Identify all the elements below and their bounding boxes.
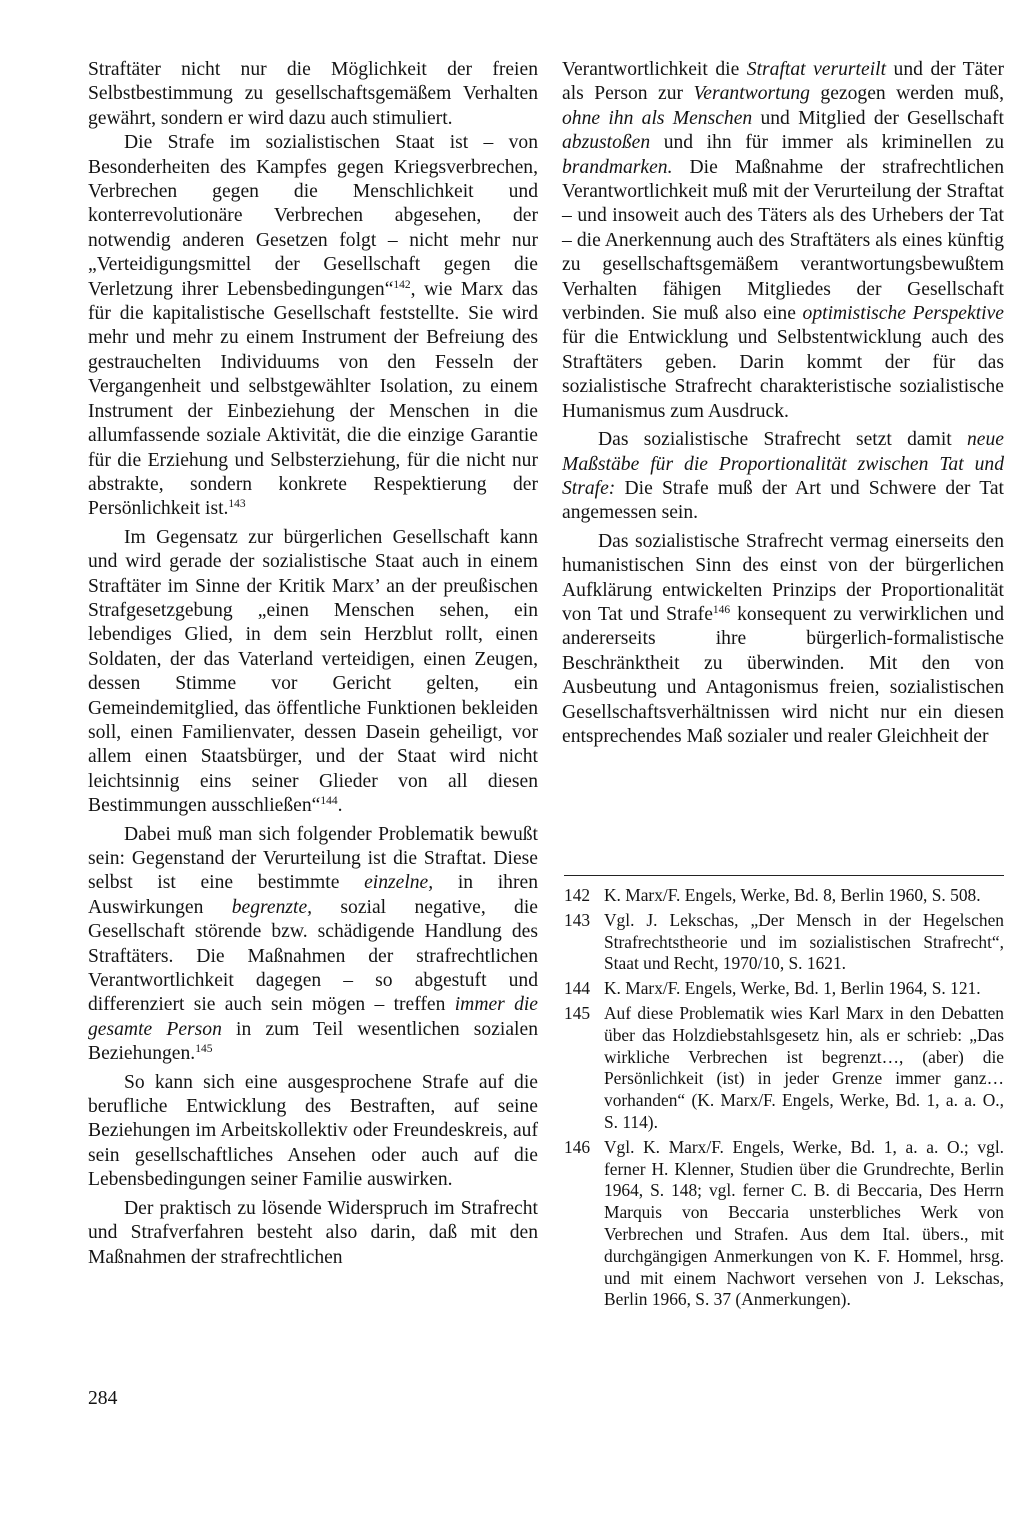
footnote-text: Auf diese Problematik wies Karl Marx in den Debatten über das Holzdiebstahlsgesetz hin, als er schrieb: „Das wirkliche Verbrechen ist begrenzt…, (aber) die Persönlichkeit (ist) in jeder Grenze immer ganz… vorhanden“ (K. Marx/F. Engels, Werke, Bd. 1, a. a. O., S. 114). [604, 1002, 1004, 1132]
footnote-ref[interactable]: 143 [228, 498, 246, 511]
footnote-ref[interactable]: 146 [712, 603, 731, 616]
emphasis: einzelne, [364, 872, 434, 894]
paragraph: Die Strafe im sozialistischen Staat ist – von Besonderheiten des Kampfes gegen Kriegsverbrechen, Verbrechen gegen die Menschlichkeit und konterrevolutionäre Verbrechen abgesehen, der notwendig anderen Gesetzen folgt – nicht mehr nur „Verteidigungsmittel der Gesellschaft gegen die Verletzung ihrer Lebensbedingungen“$^{142}$, wie Marx das für die kapitalistische Gesellschaft feststellte. Sie wird mehr und mehr zu einem Instrument der Befreiung des gestrauchelten Individuums von den Fesseln der Vergangenheit und selbstgewählter Isolation, zu einem Instrument der Einbeziehung der Menschen in die allumfassende soziale Aktivität, die die einzige Garantie für die Erziehung und Selbsterziehung, für die nicht nur abstrakte, sondern konkrete Respektierung der Persönlichkeit ist.$^{143}$ [88, 132, 538, 520]
footnote-text: K. Marx/F. Engels, Werke, Bd. 1, Berlin 1964, S. 121. [604, 978, 981, 999]
footnote [564, 1003, 1004, 1134]
footnote-ref[interactable]: 144 [320, 795, 338, 808]
emphasis: Straftat verurteilt [746, 59, 887, 80]
footnote-divider [564, 875, 1004, 876]
footnote-number: 143 [564, 909, 591, 930]
footnote-text: K. Marx/F. Engels, Werke, Bd. 8, Berlin 1960, S. 508. [604, 885, 981, 905]
footnote-text: Vgl. K. Marx/F. Engels, Werke, Bd. 1, a. a. O.; vgl. ferner H. Klenner, Studien über die Grundrechte, Berlin 1964, S. 148; vgl. ferner C. B. di Beccaria, Des Herrn Marquis von Beccaria unsterbliches Werk von Verbrechen und Strafen. Aus dem Ital. übers., mit durchgängigen Anmerkungen von K. F. Hommel, hrsg. und mit einem Nachwort versehen von J. Lekschas, Berlin 1966, S. 37 (Anmerkungen). [604, 1136, 1004, 1310]
paragraph: Dabei muß man sich folgender Problematik bewußt sein: Gegenstand der Verurteilung ist die Straftat. Diese selbst ist eine bestimmte einzelne, in ihren Auswirkungen begrenzte, sozial negative, die Gesellschaft störende bzw. schädigende Handlung des Straftäters. Die Maßnahmen der strafrechtlichen Verantwortlichkeit dagegen – so abgestuft und differenziert sie auch sein mögen – treffen immer die gesamte Person in zum Teil wesentlichen sozialen Beziehungen.$^{145}$ [88, 823, 539, 1065]
emphasis: Verantwortung [693, 83, 810, 105]
paragraph: Das sozialistische Strafrecht vermag einerseits den humanistischen Sinn des einst von der bürgerlichen Aufklärung entwickelten Prinzips der Proportionalität von Tat und Strafe$^{146}$ konsequent zu verwirklichen und andererseits ihre bürgerlich-formalistische Beschränktheit zu überwinden. Mit den von Ausbeutung und Antagonismus freien, sozialistischen Gesellschaftsverhältnissen wird nicht nur ein diesen entsprechendes Maß sozialer und realer Gleichheit der [562, 530, 1004, 747]
footnote-ref[interactable]: 145 [195, 1043, 213, 1056]
footnote-number: 144 [564, 978, 591, 999]
footnote-text: Vgl. J. Lekschas, „Der Mensch in der Hegelschen Strafrechtstheorie und im sozialistischen Strafrecht“, Staat und Recht, 1970/10, S. 1621. [604, 909, 1004, 974]
emphasis: immer die gesamte Person [88, 994, 539, 1040]
footnote-ref[interactable]: 142 [393, 278, 411, 291]
paragraph: Verantwortlichkeit die Straftat verurteilt und der Täter als Person zur Verantwortung gezogen werden muß, ohne ihn als Menschen und Mitglied der Gesellschaft abzustoßen und ihn für immer als kriminellen zu brandmarken. Die Maßnahme der strafrechtlichen Verantwortlichkeit muß mit der Verurteilung der Straftat – und insoweit auch des Täters als des Urhebers der Tat – die Anerkennung auch des Straftäters als eines künftig zu gesellschaftsgemäßem verantwortungsbewußtem Verhalten fähigen Mitgliedes der Gesellschaft verbinden. Sie muß also eine optimistische Perspektive für die Entwicklung und Selbstentwicklung auch des Straftäters geben. Darin kommt der für das sozialistische Strafrecht charakteristische sozialistische Humanismus zum Ausdruck. [562, 59, 1004, 422]
emphasis: neue Maßstäbe für die Proportionalität zwischen Tat und Strafe: [562, 429, 1004, 499]
footnote [564, 910, 1004, 975]
footnote-number: 142 [564, 885, 591, 905]
footnote [564, 978, 1004, 1000]
footnotes [564, 885, 1004, 1314]
paragraph: Der praktisch zu lösende Widerspruch im Strafrecht und Strafverfahren besteht also darin, daß mit den Maßnahmen der strafrechtlichen [88, 1197, 538, 1268]
left-column [88, 58, 538, 1270]
emphasis: abzustoßen [562, 132, 651, 154]
right-column [562, 58, 1004, 749]
footnote [564, 1137, 1004, 1311]
emphasis: ohne ihn als Menschen [562, 107, 753, 129]
footnote-number: 145 [564, 1002, 591, 1023]
paragraph: Das sozialistische Strafrecht setzt damit neue Maßstäbe für die Proportionalität zwischen Tat und Strafe: Die Strafe muß der Art und Schwere der Tat angemessen sein. [562, 429, 1004, 524]
footnote-number: 146 [564, 1136, 591, 1157]
emphasis: begrenzte, [231, 896, 313, 918]
page-number: 284 [88, 1388, 118, 1409]
paragraph: Im Gegensatz zur bürgerlichen Gesellschaft kann und wird gerade der sozialistische Staat auch in einem Straftäter im Sinne der Kritik Marx’ an der preußischen Strafgesetzgebung „einen Menschen sehen, ein lebendiges Glied, in dem sein Herzblut rollt, einen Soldaten, der das Vaterland verteidigen, einen Zeugen, dessen Stimme vor Gericht gelten, ein Gemeindemitglied, das öffentliche Funktionen bekleiden soll, einen Familienvater, dessen Dasein geheiligt, vor allem einen Staatsbürger, und der Staat wird nicht leichtsinnig eins seiner Glieder von all diesen Bestimmungen ausschließen“$^{144}$. [88, 526, 538, 817]
footnote [564, 885, 1004, 907]
emphasis: optimistische Perspektive [802, 303, 1004, 325]
emphasis: brandmarken. [562, 156, 673, 178]
paragraph: Straftäter nicht nur die Möglichkeit der freien Selbstbestimmung zu gesellschaftsgemäßem Verhalten gewährt, sondern er wird dazu auch stimuliert. [88, 59, 538, 129]
paragraph: So kann sich eine ausgesprochene Strafe auf die berufliche Entwicklung des Bestraften, auf seine Beziehungen im Arbeitskollektiv oder Freundeskreis, auf sein gesellschaftliches Ansehen oder auch auf die Lebensbedingungen seiner Familie auswirken. [88, 1071, 538, 1191]
